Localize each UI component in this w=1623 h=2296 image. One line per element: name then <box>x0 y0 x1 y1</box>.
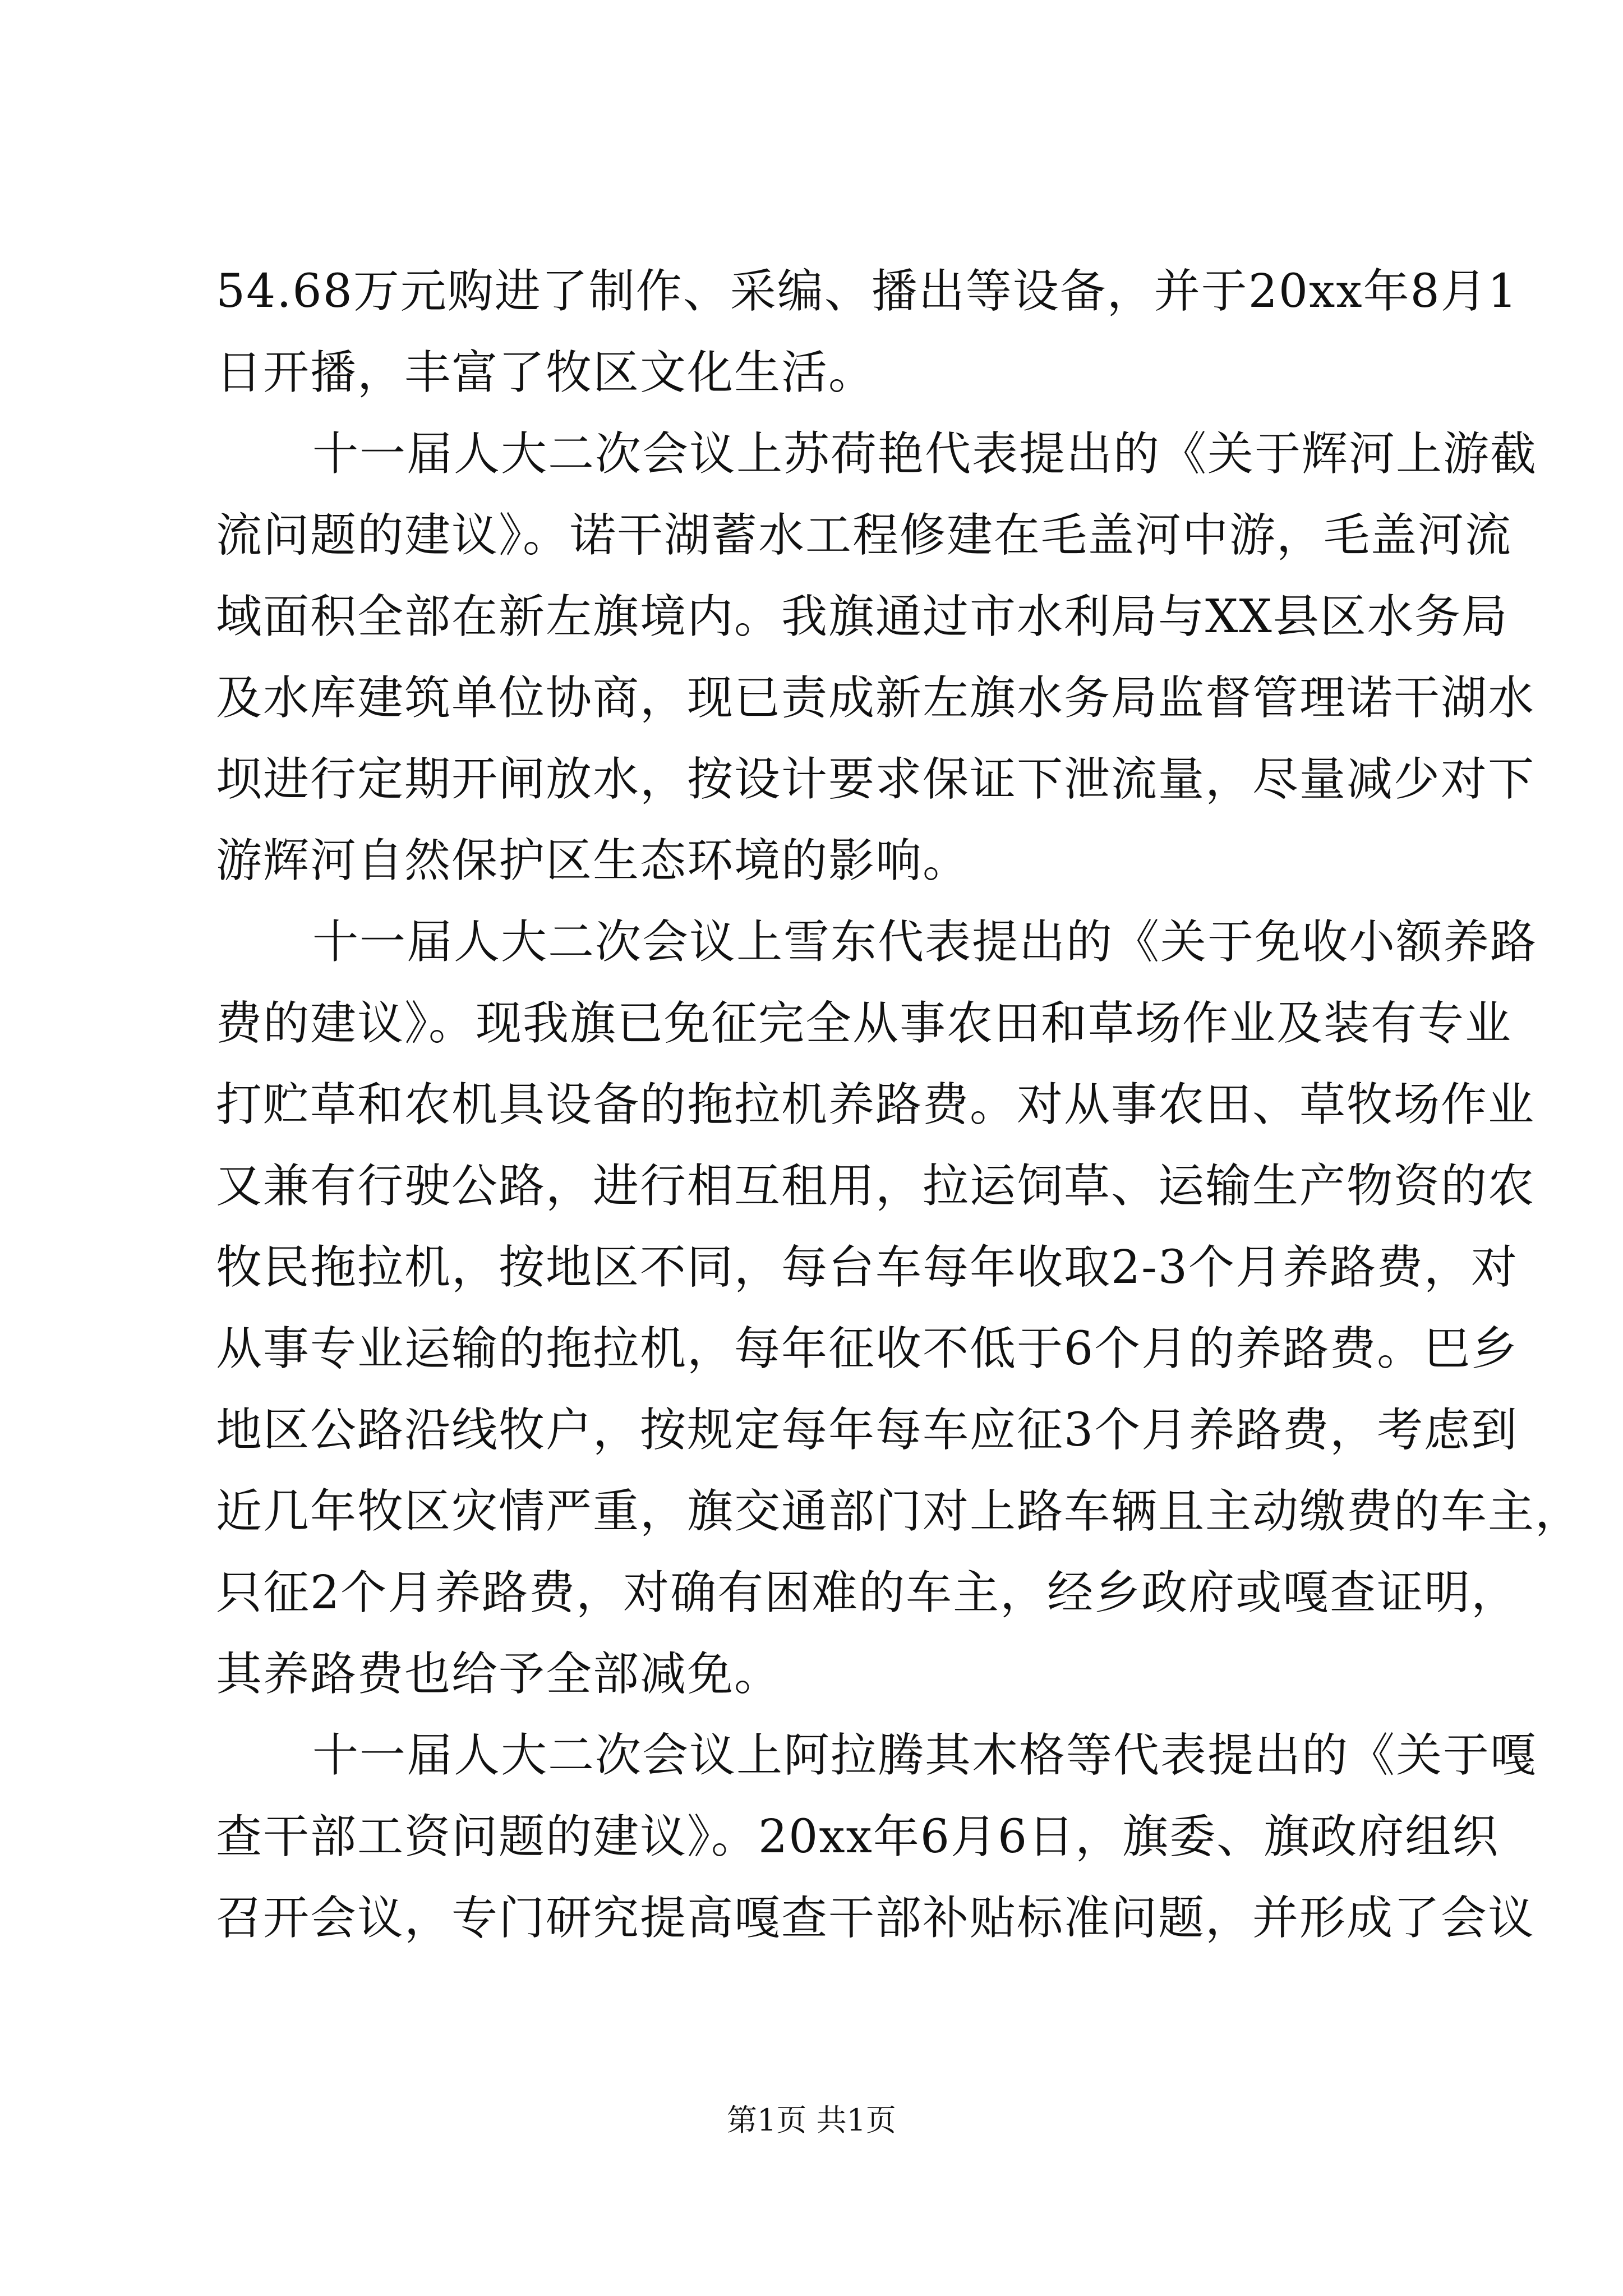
paragraph-2-line-6: 游辉河自然保护区生态环境的影响。 <box>216 834 970 887</box>
paragraph-3-line-6: 从事专业运输的拖拉机，每年征收不低于6个月的养路费。巴乡 <box>216 1322 1519 1375</box>
paragraph-4-line-2: 查干部工资问题的建议》。20xx年6月6日，旗委、旗政府组织 <box>216 1810 1500 1864</box>
document-body <box>216 264 1583 1972</box>
paragraph-2-line-2: 流问题的建议》。诺干湖蓄水工程修建在毛盖河中游，毛盖河流 <box>216 509 1513 562</box>
paragraph-2-line-3: 域面积全部在新左旗境内。我旗通过市水利局与XX县区水务局 <box>216 590 1509 643</box>
paragraph-3-line-8: 近几年牧区灾情严重，旗交通部门对上路车辆且主动缴费的车主， <box>216 1485 1583 1538</box>
paragraph-3-line-7: 地区公路沿线牧户，按规定每年每车应征3个月养路费，考虑到 <box>216 1404 1519 1457</box>
paragraph-3-line-10: 其养路费也给予全部减免。 <box>216 1648 782 1701</box>
paragraph-1-line-1: 54.68万元购进了制作、采编、播出等设备，并于20xx年8月1 <box>216 265 1518 318</box>
paragraph-2-line-4: 及水库建筑单位协商，现已责成新左旗水务局监督管理诺干湖水 <box>216 671 1536 725</box>
paragraph-3-line-1: 十一届人大二次会议上雪东代表提出的《关于免收小额养路 <box>312 915 1538 969</box>
paragraph-2-line-5: 坝进行定期开闸放水，按设计要求保证下泄流量，尽量减少对下 <box>216 753 1536 806</box>
paragraph-4-line-1: 十一届人大二次会议上阿拉腾其木格等代表提出的《关于嘎 <box>312 1729 1538 1782</box>
paragraph-3-line-3: 打贮草和农机具设备的拖拉机养路费。对从事农田、草牧场作业 <box>216 1078 1536 1131</box>
paragraph-1-line-2: 日开播，丰富了牧区文化生活。 <box>216 346 876 399</box>
paragraph-2-line-1: 十一届人大二次会议上苏荷艳代表提出的《关于辉河上游截 <box>312 427 1538 481</box>
page-footer: 第1页 共1页 <box>727 2102 896 2138</box>
paragraph-3-line-4: 又兼有行驶公路，进行相互租用，拉运饲草、运输生产物资的农 <box>216 1159 1536 1213</box>
paragraph-3-line-2: 费的建议》。现我旗已免征完全从事农田和草场作业及装有专业 <box>216 997 1513 1050</box>
paragraph-3-line-5: 牧民拖拉机，按地区不同，每台车每年收取2-3个月养路费，对 <box>216 1241 1519 1294</box>
paragraph-3-line-9: 只征2个月养路费，对确有困难的车主，经乡政府或嘎查证明， <box>216 1566 1519 1619</box>
paragraph-4-line-3: 召开会议，专门研究提高嘎查干部补贴标准问题，并形成了会议 <box>216 1892 1536 1945</box>
